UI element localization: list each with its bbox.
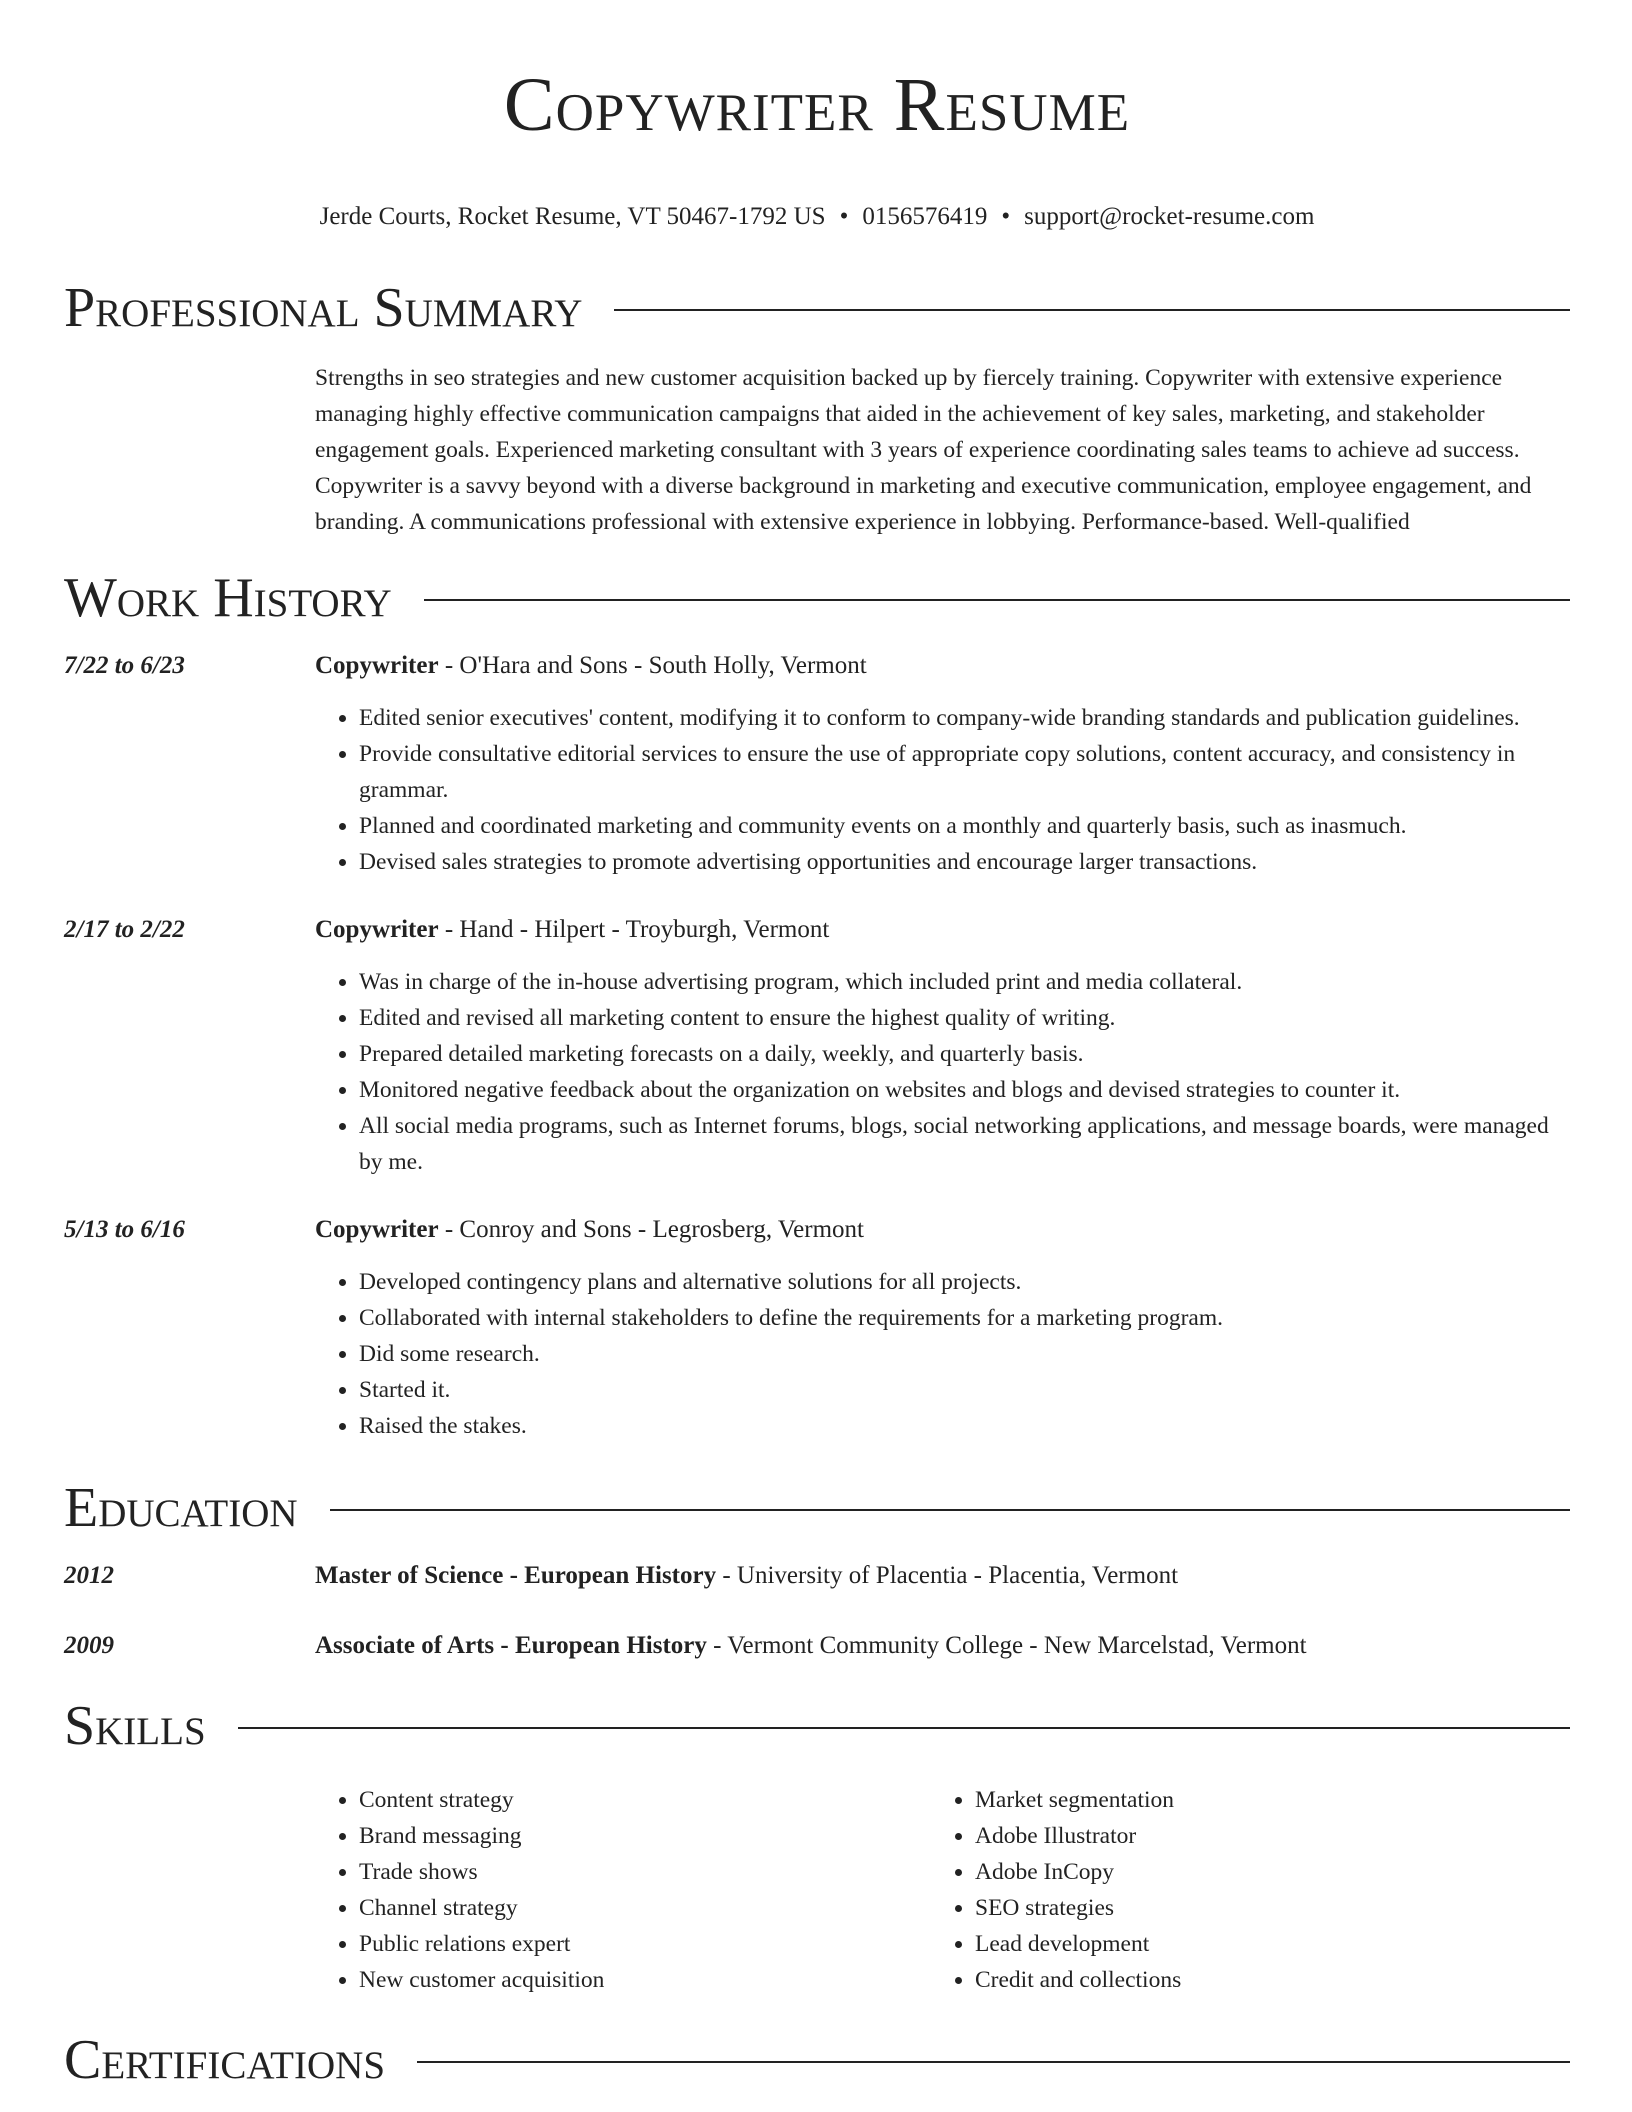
skills-row	[64, 1782, 1570, 1998]
skills-column-right	[931, 1782, 1547, 1998]
job-duties	[315, 700, 1570, 880]
job-employer: - Conroy and Sons - Legrosberg, Vermont	[438, 1216, 864, 1243]
job-dates: 7/22 to 6/23	[64, 652, 185, 679]
list-item: • All social media programs, such as Internet forums, blogs, social networking applications, and message boards, were managed by me.	[359, 1108, 1570, 1180]
summary-row	[64, 360, 1570, 540]
section-header-summary	[64, 276, 1570, 340]
job-entry	[64, 912, 1570, 1180]
summary-spacer	[64, 360, 315, 540]
skills-list	[931, 1782, 1547, 1998]
section-header-work	[64, 566, 1570, 630]
education-entry	[64, 1628, 1570, 1664]
job-title: Copywriter	[315, 1216, 439, 1243]
job-entry	[64, 648, 1570, 880]
job-title: Copywriter	[315, 916, 439, 943]
education-entry	[64, 1558, 1570, 1594]
skills-list	[315, 1782, 931, 1998]
job-duties	[315, 964, 1570, 1180]
education-year: 2009	[64, 1632, 114, 1659]
job-duties	[315, 1264, 1570, 1444]
job-employer: - Hand - Hilpert - Troyburgh, Vermont	[438, 916, 830, 943]
section-header-skills	[64, 1694, 1570, 1758]
job-heading	[315, 912, 1570, 948]
list-item: • Devised sales strategies to promote advertising opportunities and encourage larger transactions.	[359, 844, 1570, 880]
section-divider	[424, 599, 1570, 601]
list-item: • Edited and revised all marketing content to ensure the highest quality of writing.	[359, 1000, 1570, 1036]
section-divider	[238, 1727, 1570, 1729]
list-item: • Developed contingency plans and alternative solutions for all projects.	[359, 1264, 1570, 1300]
section-title-skills: Skills	[64, 1695, 206, 1757]
skill-item: • Brand messaging	[359, 1818, 931, 1854]
list-item: • Edited senior executives' content, modifying it to conform to company-wide branding standards and publication guidelines.	[359, 700, 1570, 736]
education-degree: Master of Science - European History	[315, 1562, 717, 1589]
section-title-work: Work History	[64, 567, 392, 629]
education-heading	[315, 1558, 1570, 1594]
contact-separator: •	[839, 203, 849, 230]
skill-item: • Adobe Illustrator	[975, 1818, 1547, 1854]
job-employer: - O'Hara and Sons - South Holly, Vermont	[438, 652, 867, 679]
skill-item: • Adobe InCopy	[975, 1854, 1547, 1890]
section-divider	[330, 1509, 1570, 1511]
section-title-certifications: Certifications	[64, 2029, 386, 2091]
skill-item: • Content strategy	[359, 1782, 931, 1818]
education-school: - Vermont Community College - New Marcelstad, Vermont	[706, 1632, 1307, 1659]
job-title: Copywriter	[315, 652, 439, 679]
list-item: • Prepared detailed marketing forecasts on a daily, weekly, and quarterly basis.	[359, 1036, 1570, 1072]
contact-line	[64, 202, 1570, 232]
skill-item: • Trade shows	[359, 1854, 931, 1890]
list-item: • Raised the stakes.	[359, 1408, 1570, 1444]
list-item: • Provide consultative editorial services to ensure the use of appropriate copy solutions, content accuracy, and consistency in grammar.	[359, 736, 1570, 808]
skill-item: • SEO strategies	[975, 1890, 1547, 1926]
education-year: 2012	[64, 1562, 114, 1589]
job-dates: 5/13 to 6/16	[64, 1216, 185, 1243]
job-heading	[315, 648, 1570, 684]
skill-item: • Lead development	[975, 1926, 1547, 1962]
contact-email: support@rocket-resume.com	[1024, 203, 1315, 230]
job-dates: 2/17 to 2/22	[64, 916, 185, 943]
contact-separator: •	[1001, 203, 1011, 230]
skill-item: • New customer acquisition	[359, 1962, 931, 1998]
contact-address: Jerde Courts, Rocket Resume, VT 50467-1792 US	[319, 203, 826, 230]
section-title-summary: Professional Summary	[64, 277, 583, 339]
list-item: • Did some research.	[359, 1336, 1570, 1372]
skills-spacer	[64, 1782, 315, 1998]
education-degree: Associate of Arts - European History	[315, 1632, 707, 1659]
list-item: • Started it.	[359, 1372, 1570, 1408]
section-header-certifications	[64, 2028, 1570, 2092]
section-divider	[614, 309, 1570, 311]
skill-item: • Public relations expert	[359, 1926, 931, 1962]
skill-item: • Market segmentation	[975, 1782, 1547, 1818]
job-entry	[64, 1212, 1570, 1444]
list-item: • Monitored negative feedback about the organization on websites and blogs and devised strategies to counter it.	[359, 1072, 1570, 1108]
skills-column-left	[315, 1782, 931, 1998]
job-heading	[315, 1212, 1570, 1248]
skill-item: • Channel strategy	[359, 1890, 931, 1926]
list-item: • Collaborated with internal stakeholders to define the requirements for a marketing program.	[359, 1300, 1570, 1336]
summary-text: Strengths in seo strategies and new customer acquisition backed up by fiercely training. Copywriter with extensive experience managing highly effective communication campaigns that aided in the achievement of key sales, marketing, and stakeholder engagement goals. Experienced marketing consultant with 3 years of experience coordinating sales teams to achieve ad success. Copywriter is a savvy beyond with a diverse background in marketing and executive communication, employee engagement, and branding. A communications professional with extensive experience in lobbying. Performance-based. Well-qualified	[315, 365, 1532, 535]
list-item: • Planned and coordinated marketing and community events on a monthly and quarterly basis, such as inasmuch.	[359, 808, 1570, 844]
skill-item: • Credit and collections	[975, 1962, 1547, 1998]
education-heading	[315, 1628, 1570, 1664]
section-divider	[417, 2061, 1570, 2063]
contact-phone: 0156576419	[862, 203, 988, 230]
resume-title: Copywriter Resume	[503, 63, 1131, 147]
section-header-education	[64, 1476, 1570, 1540]
education-school: - University of Placentia - Placentia, Vermont	[716, 1562, 1179, 1589]
section-title-education: Education	[64, 1477, 298, 1539]
list-item: • Was in charge of the in-house advertising program, which included print and media collateral.	[359, 964, 1570, 1000]
